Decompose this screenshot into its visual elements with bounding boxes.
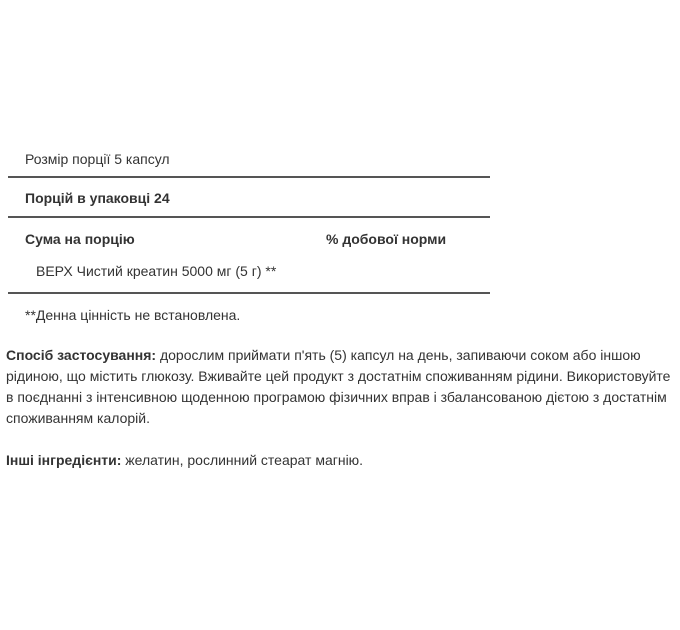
nutrient-text: ВЕРХ Чистий креатин 5000 мг (5 г) ** bbox=[36, 263, 277, 279]
directions-label: Спосіб застосування: bbox=[6, 347, 157, 363]
servings-per-container-text: Порцій в упаковці 24 bbox=[25, 190, 170, 206]
product-info bbox=[6, 345, 671, 471]
servings-per-container-row bbox=[8, 176, 490, 216]
footnote-text: **Денна цінність не встановлена. bbox=[25, 307, 241, 323]
serving-size-text: Розмір порції 5 капсул bbox=[25, 151, 170, 167]
directions-paragraph bbox=[6, 345, 671, 429]
nutrient-row bbox=[8, 256, 490, 292]
footnote-row bbox=[8, 292, 490, 332]
facts-header-row bbox=[8, 216, 490, 256]
serving-size-row bbox=[8, 140, 490, 176]
directions-text: дорослим приймати п'ять (5) капсул на день, запиваючи соком або іншою рідиною, що містить глюкозу. Вживайте цей продукт з достатнім споживанням рідини. Використовуйте в поєднанні з інтенсивною щоденною програмою фізичних вправ і збалансованою дієтою з достатнім споживанням калорій. bbox=[6, 347, 671, 426]
other-ingredients-text: желатин, рослинний стеарат магнію. bbox=[121, 452, 364, 468]
daily-value-header: % добової норми bbox=[326, 231, 447, 247]
other-ingredients-label: Інші інгредієнти: bbox=[6, 452, 122, 468]
other-ingredients-paragraph bbox=[6, 450, 671, 471]
supplement-facts-table bbox=[8, 140, 490, 332]
amount-per-serving-header: Сума на порцію bbox=[25, 231, 135, 247]
